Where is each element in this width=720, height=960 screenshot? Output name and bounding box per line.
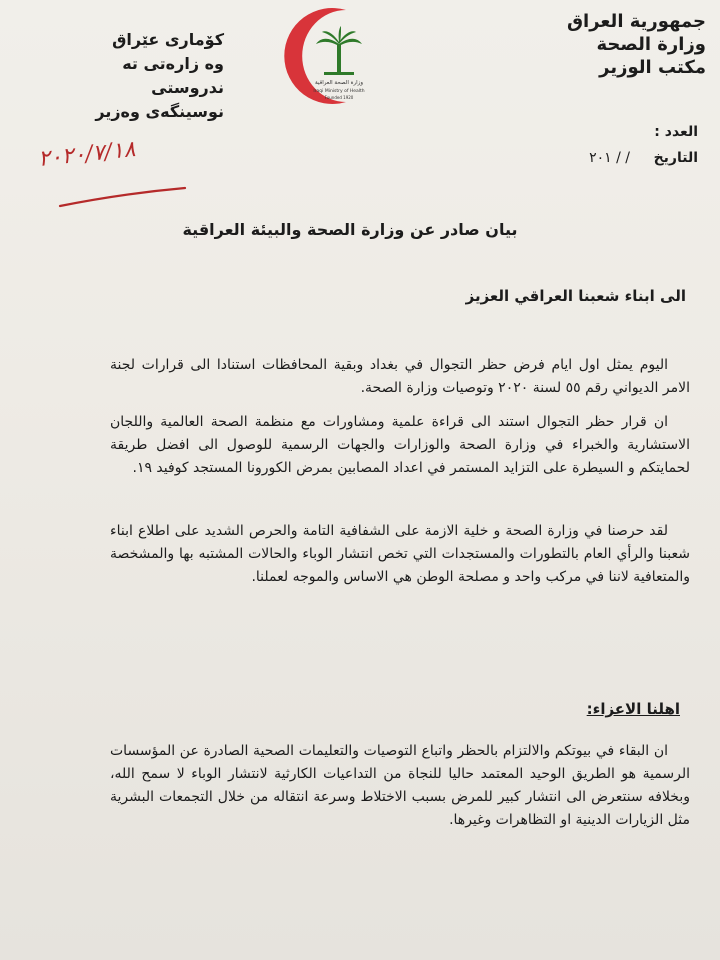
crescent-palm-emblem-icon — [284, 6, 394, 106]
paragraph-3-text: لقد حرصنا في وزارة الصحة و خلية الازمة على الشفافية التامة والحرص الشديد على اطلاع ابناء شعبنا والرأي العام بالتطورات والمستجدات التي تخص انتشار الوباء والحالات المشتبه بها والمشخصة والمتعافية لاننا في مركب واحد و مصلحة الوطن هي الاساس والموجه لعملنا. — [110, 523, 690, 585]
palm-tree-icon — [316, 26, 362, 75]
paragraph-1-text: اليوم يمثل اول ايام فرض حظر التجوال في بغداد وبقية المحافظات استنادا الى قرارات لجنة الامر الديواني رقم ٥٥ لسنة ٢٠٢٠ وتوصيات وزارة الصحة. — [110, 357, 690, 396]
statement-title: بيان صادر عن وزارة الصحة والبيئة العراقية — [182, 220, 518, 239]
header-kurdish-line-2: وه زارەتی ته ندروستی — [122, 54, 224, 97]
logo-text-arabic: وزارة الصحة العراقية — [314, 80, 364, 86]
paragraph-2-text: ان قرار حظر التجوال استند الى قراءة علمية ومشاورات مع منظمة الصحة العالمية واللجان الاستشارية والخبراء في وزارة الصحة والوزارات والجهات الرسمية للوصول الى افضل طريقة لحمايتكم و السيطرة على التزايد المستمر في اعداد المصابين بمرض الكورونا المستجد كوفيد ١٩. — [110, 414, 690, 476]
header-kurdish-line-1: كۆماری عێراق — [112, 30, 224, 49]
paragraph-1 — [110, 354, 690, 400]
header-kurdish — [44, 28, 224, 124]
date-placeholder: / / ٢٠١ — [589, 150, 630, 166]
logo-text-english: Iraqi Ministry of Health — [313, 89, 365, 94]
header-arabic-line-3: مكتب الوزير — [599, 57, 706, 78]
date-label: التاريخ — [653, 150, 698, 166]
header-arabic-line-1: جمهورية العراق — [566, 11, 706, 32]
header-arabic-line-2: وزارة الصحة — [596, 34, 706, 55]
salutation: الى ابناء شعبنا العراقي العزيز — [465, 287, 686, 305]
section-heading: اهلنا الاعزاء: — [586, 700, 680, 718]
paragraph-2 — [110, 411, 690, 480]
paragraph-4 — [110, 740, 690, 832]
handwritten-date — [30, 138, 200, 218]
handwritten-date-text: ٢٠٢٠/٧/١٨ — [36, 136, 137, 173]
header-arabic — [536, 10, 706, 79]
ministry-logo — [284, 6, 394, 106]
number-label: العدد : — [654, 124, 698, 140]
logo-founded: Founded 1920 — [324, 95, 354, 100]
paragraph-3 — [110, 520, 690, 589]
paragraph-4-text: ان البقاء في بيوتكم والالتزام بالحظر واتباع التوصيات والتعليمات الصحية الصادرة عن المؤسسات الرسمية هو الطريق الوحيد المعتمد حاليا للنجاة من التداعيات الكارثية لانتشار الوباء لا سمح الله، وبخلافه سنتعرض الى انتشار كبير للمرض بسبب الاختلاط وسرعة انتقاله من خلال التجمعات البشرية مثل الزيارات الدينية او التظاهرات وغيرها. — [110, 743, 690, 828]
header-kurdish-line-3: نوسینگه‌ی وەزیر — [95, 102, 224, 121]
